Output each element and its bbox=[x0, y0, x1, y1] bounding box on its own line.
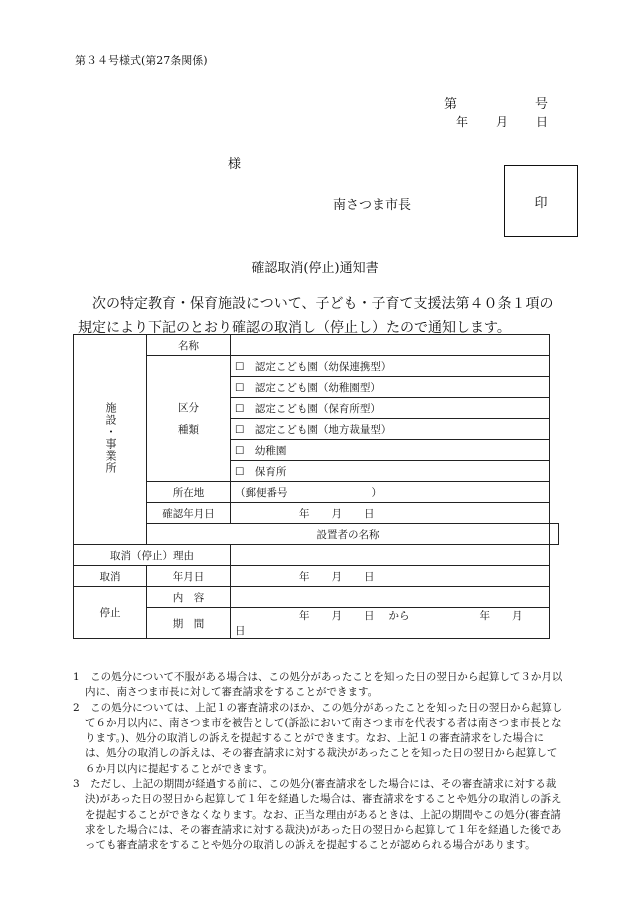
seal-label: 印 bbox=[534, 195, 548, 211]
date-month: 月 bbox=[331, 570, 342, 583]
date-year: 年 bbox=[299, 570, 310, 583]
table-row bbox=[74, 524, 559, 545]
table-row bbox=[74, 482, 559, 503]
document-number bbox=[444, 93, 548, 112]
facility-header-cell bbox=[74, 335, 147, 545]
content-label: 内 容 bbox=[147, 587, 231, 608]
document-title: 確認取消(停止)通知書 bbox=[251, 261, 379, 276]
issue-day: 日 bbox=[535, 115, 548, 129]
period-value bbox=[231, 608, 550, 639]
date-day: 日 bbox=[364, 570, 375, 583]
confirm-date-value bbox=[231, 503, 550, 524]
category-option: ☐ 幼稚園 bbox=[231, 440, 550, 461]
table-row bbox=[74, 566, 559, 587]
table-row bbox=[74, 503, 559, 524]
date-month: 月 bbox=[512, 610, 523, 622]
recipient-suffix: 様 bbox=[228, 157, 242, 172]
table-row bbox=[74, 335, 559, 356]
date-year: 年 bbox=[479, 610, 490, 622]
category-label-2: 種類 bbox=[178, 423, 199, 436]
note-item: 2 この処分については、上記１の審査請求のほか、この処分があったことを知った日の翌日から起算して６か月以内に、南さつま市を被告として(訴訟において南さつま市を代表する者は南さつま市長となります。)、処分の取消しの訴えを提起することができます。なお、上記１の審査請求をした場合には、処分の取消しの訴えは、その審査請求に対する裁決があったことを知った日の翌日から起算して６か月以内に提起することができます。 bbox=[73, 701, 563, 775]
category-label-1: 区分 bbox=[178, 401, 199, 414]
content-value bbox=[231, 587, 550, 608]
postal-code: （郵便番号 ） bbox=[235, 486, 382, 499]
table-row bbox=[74, 608, 559, 639]
note-item: 3 ただし、上記の期間が経過する前に、この処分(審査請求をした場合には、その審査請求に対する裁決)があった日の翌日から起算して１年を経過した場合は、審査請求をすることや処分の取消しの訴えを提起することができなくなります。なお、正当な理由があるときは、上記の期間やこの処分(審査請求をした場合には、その審査請求に対する裁決)があった日の翌日から起算して１年を経過した後であっても審査請求をすることや処分の取消しの訴えを提起することが認められる場合があります。 bbox=[73, 778, 562, 852]
cancel-date-value bbox=[231, 566, 550, 587]
name-value bbox=[231, 335, 550, 356]
date-day: 日 bbox=[364, 610, 375, 622]
cancel-label: 取消 bbox=[74, 566, 147, 587]
category-option: ☐ 認定こども園（幼稚園型） bbox=[231, 377, 550, 398]
founder-label: 設置者の名称 bbox=[147, 524, 550, 545]
seal-box bbox=[504, 165, 578, 237]
table-row bbox=[74, 356, 559, 377]
notice-form-table bbox=[73, 334, 559, 639]
reason-value bbox=[231, 545, 550, 566]
category-option: ☐ 認定こども園（保育所型） bbox=[231, 398, 550, 419]
issuer-name: 南さつま市長 bbox=[333, 198, 412, 213]
notes-section bbox=[73, 670, 563, 854]
category-option: ☐ 認定こども園（地方裁量型） bbox=[231, 419, 550, 440]
category-option: ☐ 保育所 bbox=[231, 461, 550, 482]
table-row bbox=[74, 545, 559, 566]
date-day: 日 bbox=[364, 507, 375, 520]
date-month: 月 bbox=[331, 610, 342, 622]
date-year: 年 bbox=[299, 610, 310, 622]
confirm-date-label: 確認年月日 bbox=[147, 503, 231, 524]
reason-label: 取消（停止）理由 bbox=[74, 545, 231, 566]
issue-month: 月 bbox=[495, 115, 508, 129]
date-day: 日 bbox=[235, 625, 246, 637]
founder-value bbox=[550, 524, 559, 545]
issue-year: 年 bbox=[455, 115, 468, 129]
issue-date bbox=[456, 113, 548, 130]
cancel-date-label: 年月日 bbox=[147, 566, 231, 587]
table-row bbox=[74, 587, 559, 608]
category-label-cell bbox=[147, 356, 231, 482]
intro-text: 次の特定教育・保育施設について、子ども・子育て支援法第４０条１項の規定により下記のとおり確認の取消し（停止し）たので通知します。 bbox=[78, 296, 554, 336]
suspend-label: 停止 bbox=[74, 587, 147, 639]
from-label: から bbox=[388, 610, 410, 622]
address-label: 所在地 bbox=[147, 482, 231, 503]
category-option: ☐ 認定こども園（幼保連携型） bbox=[231, 356, 550, 377]
note-item: 1 この処分について不服がある場合は、この処分があったことを知った日の翌日から起算して３か月以内に、南さつま市長に対して審査請求をすることができます。 bbox=[73, 671, 563, 699]
doc-no-prefix: 第 bbox=[443, 97, 457, 112]
date-year: 年 bbox=[299, 507, 310, 520]
form-number: 第３４号様式(第27条関係) bbox=[75, 54, 208, 67]
address-value bbox=[231, 482, 550, 503]
name-label: 名称 bbox=[147, 335, 231, 356]
date-month: 月 bbox=[331, 507, 342, 520]
doc-no-suffix: 号 bbox=[534, 97, 548, 112]
period-label: 期 間 bbox=[147, 608, 231, 639]
facility-header: 施設・事業所 bbox=[104, 402, 117, 474]
